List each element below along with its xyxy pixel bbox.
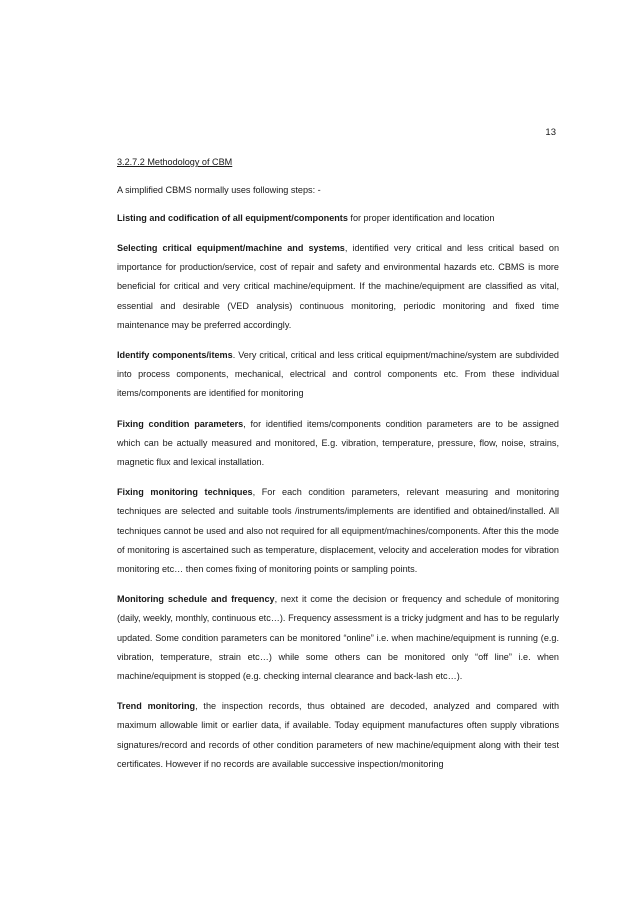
step-text: , next it come the decision or frequency and schedule of monitoring (daily, weekly, monthly, continuous etc…). Frequency assessment is a tricky judgment and has to be regularly updated. Some condition parameters can be monitored “online” i.e. when machine/equipment is running (e.g. vibration, temperature, strain etc…) while some others can be monitored only “off line” i.e. when machine/equipment is stopped (e.g. checking internal clearance and back-lash etc…). <box>117 594 559 682</box>
step-paragraph-listing <box>117 211 559 225</box>
step-paragraph-condition-parameters <box>117 415 559 473</box>
step-lead: Identify components/items <box>117 350 233 361</box>
step-text: for proper identification and location <box>347 213 495 223</box>
step-paragraph-trend-monitoring <box>117 697 559 774</box>
intro-text: A simplified CBMS normally uses following steps: - <box>117 185 321 195</box>
step-text: . Very critical, critical and less critical equipment/machine/system are subdivided into process components, mechanical, electrical and control components etc. From these individual items/components are identified for monitoring <box>117 350 559 399</box>
step-text: , For each condition parameters, relevant measuring and monitoring techniques are selected and suitable tools /instruments/implements are identified and obtained/installed. All techniques cannot be used and also not required for all equipment/machines/components. After this the mode of monitoring is ascertained such as temperature, displacement, velocity and acceleration modes for vibration monitoring etc… then comes fixing of monitoring points or sampling points. <box>117 487 559 575</box>
step-lead: Selecting critical equipment/machine and systems <box>117 243 345 253</box>
section-heading: 3.2.7.2 Methodology of CBM <box>117 157 233 167</box>
step-paragraph-identify <box>117 346 559 404</box>
page-body <box>117 155 559 785</box>
step-paragraph-schedule-frequency <box>117 590 559 686</box>
page-number: 13 <box>545 127 556 138</box>
step-text: , the inspection records, thus obtained are decoded, analyzed and compared with maximum allowable limit or earlier data, if available. Today equipment manufactures often supply vibrations signatures/record and records of other condition parameters of new machine/equipment along with their test certificates. However if no records are available successive inspection/monitoring <box>117 701 559 769</box>
step-lead: Fixing monitoring techniques <box>117 487 253 498</box>
step-lead: Fixing condition parameters <box>117 418 244 429</box>
step-paragraph-selecting <box>117 239 559 335</box>
step-lead: Monitoring schedule and frequency <box>117 594 275 605</box>
step-paragraph-monitoring-techniques <box>117 483 559 579</box>
step-lead: Trend monitoring <box>117 701 196 712</box>
step-lead: Listing and codification of all equipment/components <box>117 213 348 223</box>
step-text: , identified very critical and less critical based on importance for production/service, cost of repair and safety and environmental hazards etc. CBMS is more beneficial for critical and very critical machine/equipment. If the machine/equipment are classified as vital, essential and desirable (VED analysis) continuous monitoring, periodic monitoring and fixed time maintenance may be preferred accordingly. <box>117 243 560 330</box>
step-text: , for identified items/components condition parameters are to be assigned which can be actually measured and monitored, E.g. vibration, temperature, pressure, flow, noise, strains, magnetic flux and lexical installation. <box>117 418 559 468</box>
